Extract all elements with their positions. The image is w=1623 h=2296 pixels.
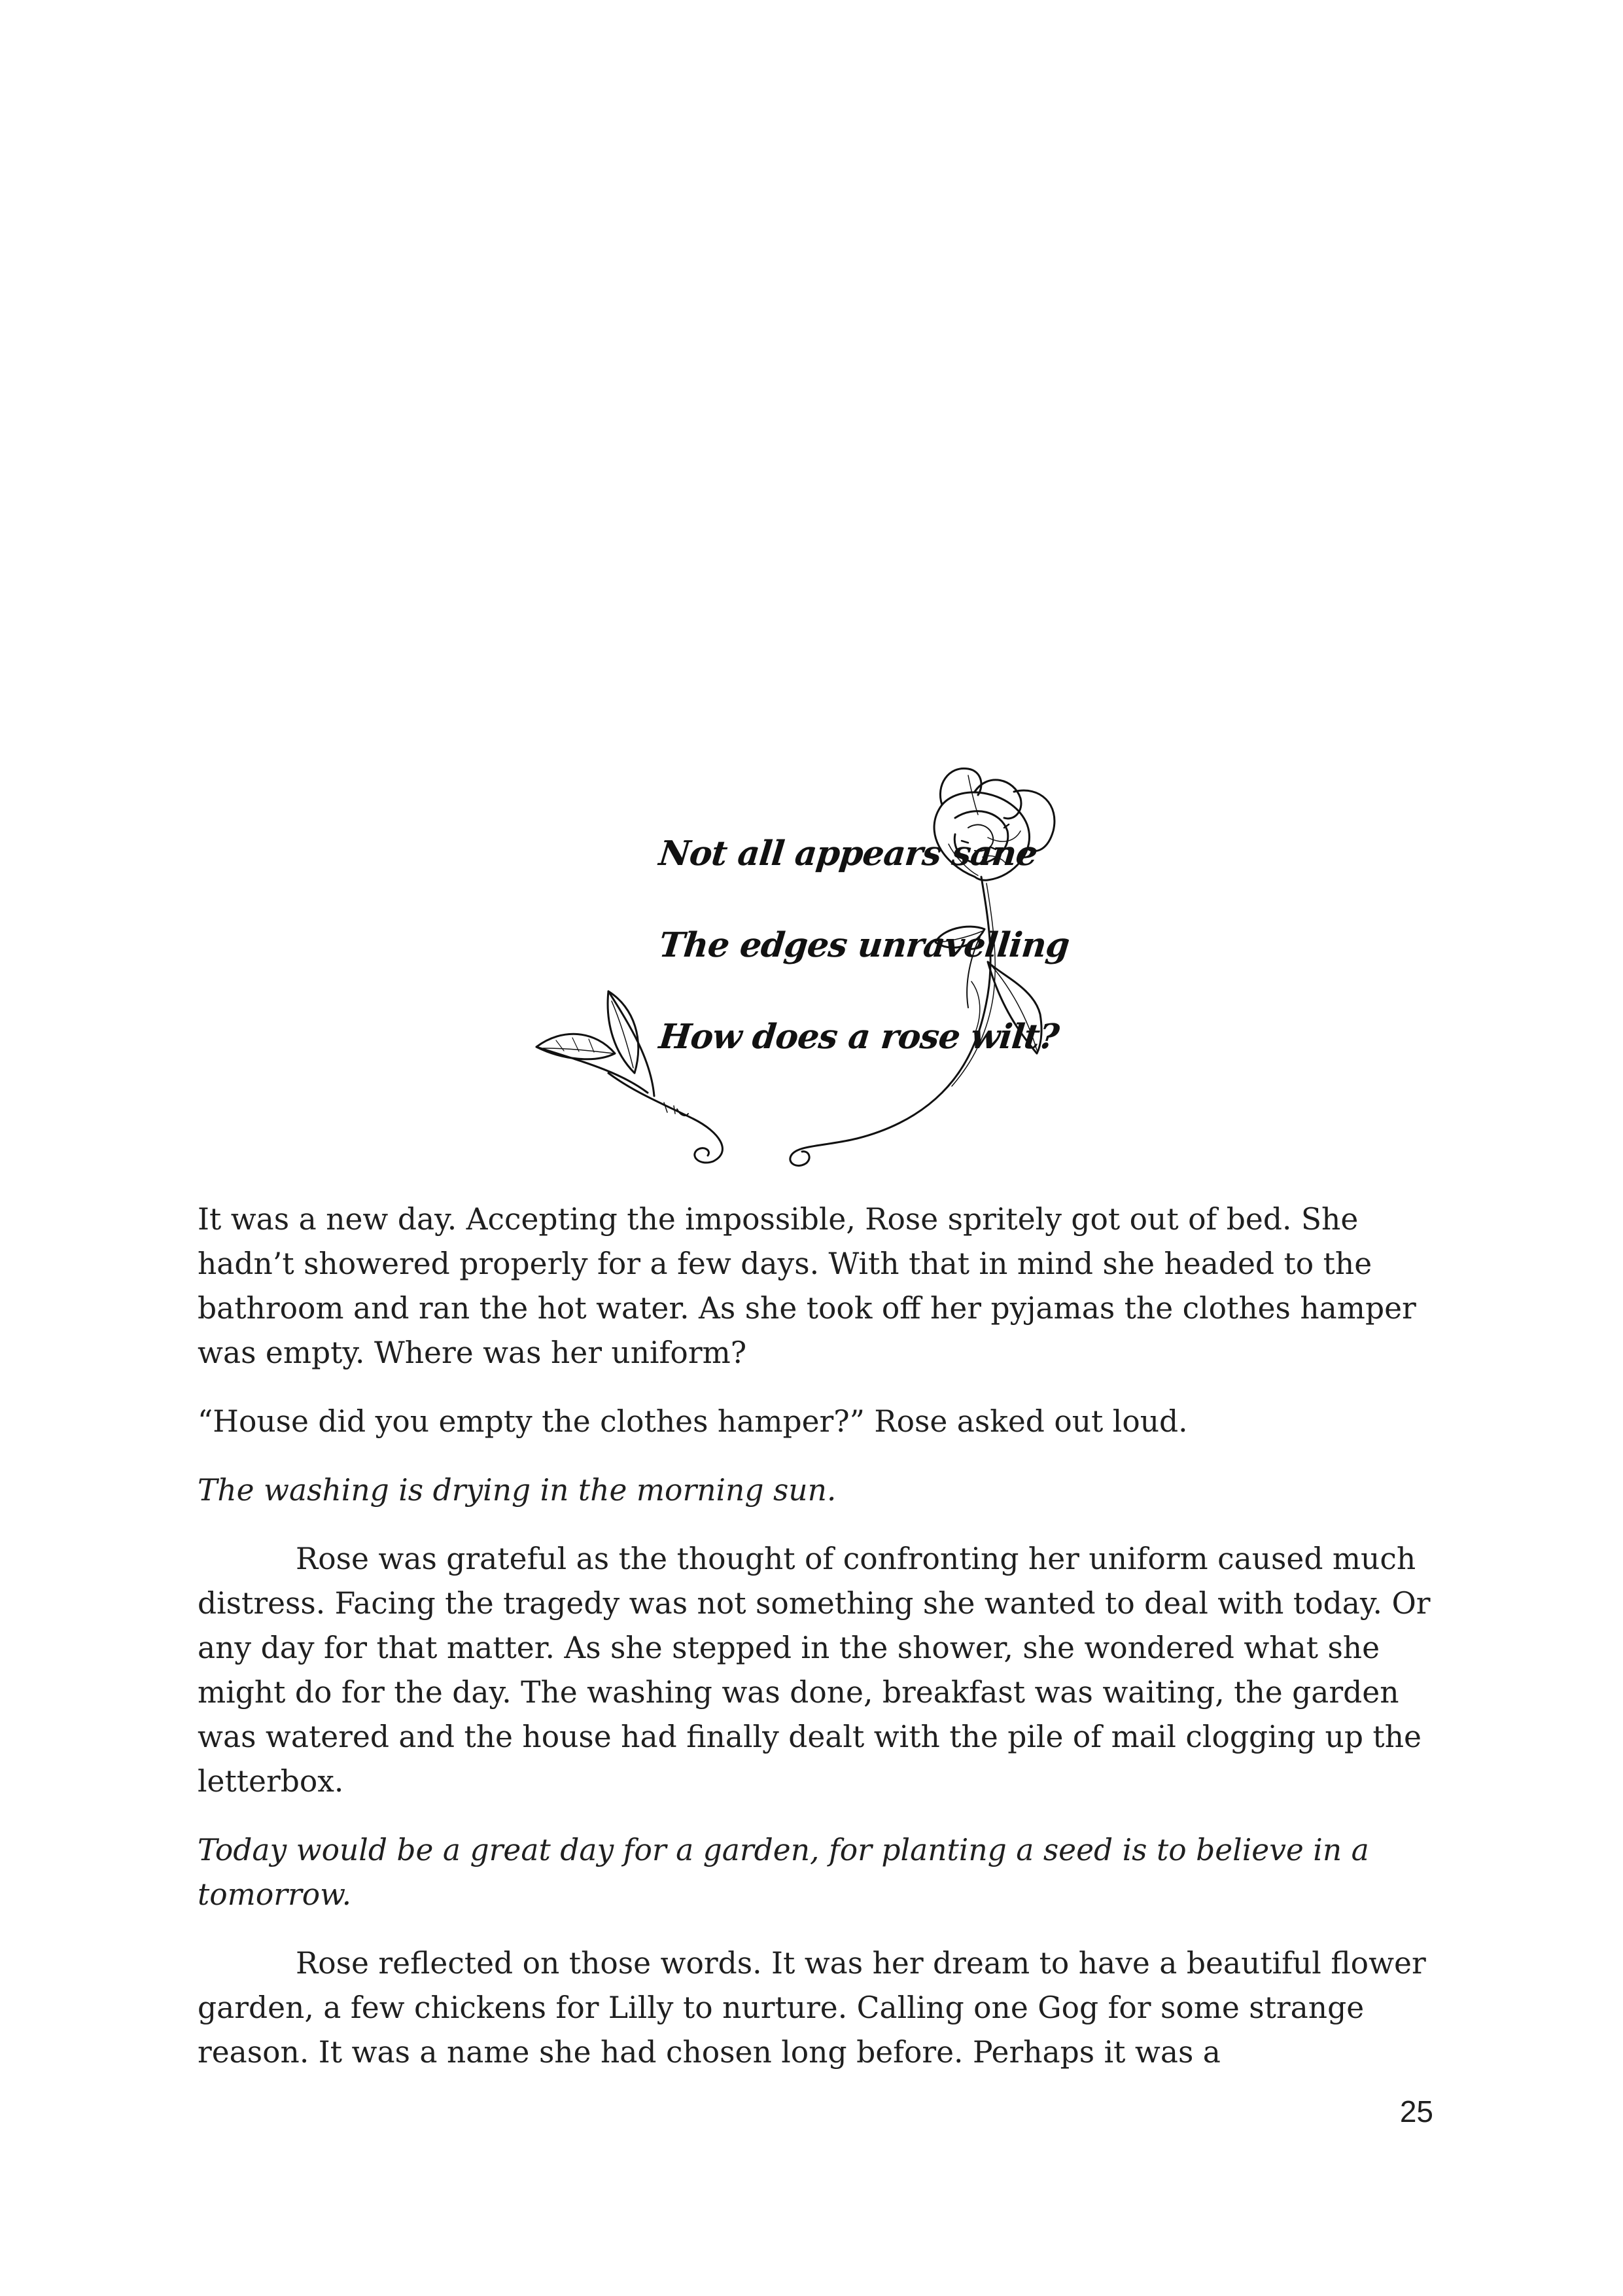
paragraph: Rose reflected on those words. It was her dream to have a beautiful flower garden, a few chickens for Lilly to nurture. Calling one Gog for some strange reason. It was a name she had chosen long before. Perhaps it was a [198,1946,1426,2070]
haiku-line-3: How does a rose wilt? [657,1017,1061,1057]
paragraph: “House did you empty the clothes hamper?” Rose asked out loud. [198,1404,1188,1439]
paragraph: Rose was grateful as the thought of confronting her uniform caused much distress. Facing the tragedy was not something she wanted to deal with today. Or any day for that matter. As she stepped in the shower, she wondered what she might do for the day. The washing was done, breakfast was waiting, the garden was watered and the house had finally dealt with the pile of mail clogging up the letterbox. [198,1542,1431,1799]
haiku-line-1: Not all appears sane [657,834,1039,874]
haiku-poem [657,824,1072,1099]
paragraph: It was a new day. Accepting the impossible, Rose spritely got out of bed. She hadn’t showered properly for a few days. With that in mind she headed to the bathroom and ran the hot water. As she took off her pyjamas the clothes hamper was empty. Where was her uniform? [198,1202,1416,1370]
chapter-body [198,1197,1440,2099]
haiku-line-2: The edges unravelling [657,925,1072,965]
page-number: 25 [1399,2094,1433,2128]
italic-thought: Today would be a great day for a garden, for planting a seed is to believe in a tomorrow. [198,1833,1369,1912]
italic-thought: The washing is drying in the morning sun. [198,1473,837,1508]
haiku-vignette [517,766,1158,1171]
